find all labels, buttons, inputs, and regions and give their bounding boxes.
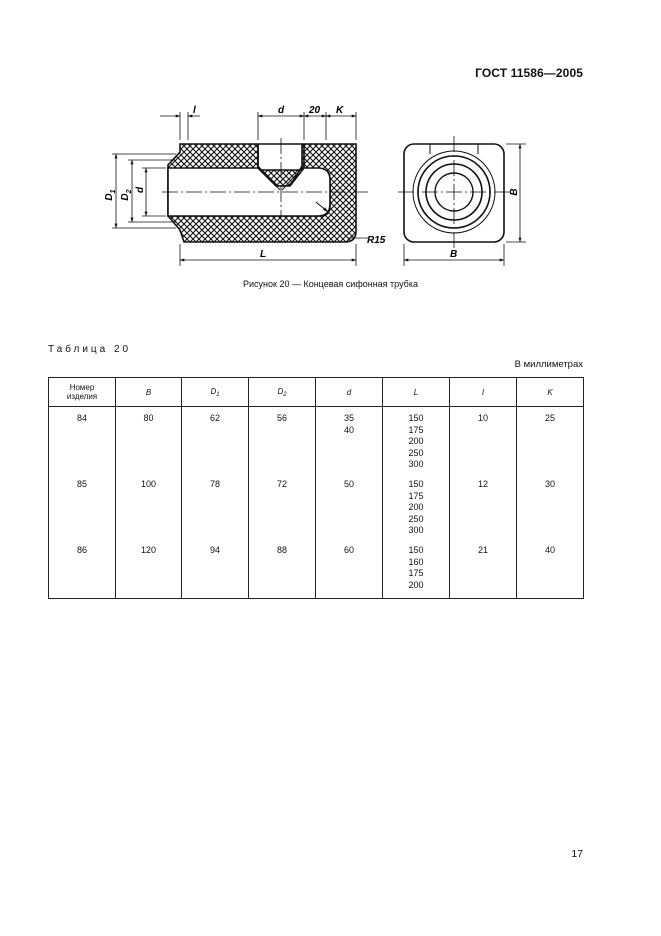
figure-caption: Рисунок 20 — Концевая сифонная трубка [243, 279, 418, 289]
header-D1: $D_1$ [182, 378, 249, 407]
table-row [49, 473, 584, 539]
cell-D2: 88 [249, 539, 316, 599]
cell-K: 25 [517, 407, 584, 474]
cell-D1: 94 [182, 539, 249, 599]
dimensions-table [48, 377, 584, 599]
svg-text:D1 [104, 189, 117, 200]
cell-L: 150 175 200 250 300 [383, 473, 450, 539]
dim-label-R15: R15 [367, 235, 386, 246]
header-l: l [450, 378, 517, 407]
cell-d: 60 [316, 539, 383, 599]
page-number: 17 [571, 848, 583, 860]
header-d: d [316, 378, 383, 407]
cell-B: 80 [116, 407, 182, 474]
cell-item: 86 [49, 539, 116, 599]
side-section-view [162, 138, 368, 242]
cell-D2: 56 [249, 407, 316, 474]
table-header-row [49, 378, 584, 407]
dim-label-D1: D [104, 193, 115, 201]
header-item-line1: Номер [69, 383, 95, 392]
technical-drawing [100, 98, 540, 268]
dim-label-l: l [193, 105, 196, 116]
dim-label-D2: D [120, 193, 131, 201]
dim-label-20: 20 [309, 105, 321, 116]
cell-D2: 72 [249, 473, 316, 539]
units-note: В миллиметрах [514, 359, 583, 370]
dim-label-d-left: d [135, 186, 146, 194]
cell-d: 50 [316, 473, 383, 539]
cell-L: 150 175 200 250 300 [383, 407, 450, 474]
header-item-line2: изделия [66, 392, 98, 401]
dim-label-d-top: d [278, 105, 285, 116]
cell-K: 30 [517, 473, 584, 539]
cell-item: 85 [49, 473, 116, 539]
dim-label-D2-sub: 2 [126, 189, 133, 194]
dim-label-K: K [336, 105, 344, 116]
cell-B: 100 [116, 473, 182, 539]
document-code: ГОСТ 11586—2005 [475, 66, 583, 80]
table-row [49, 407, 584, 474]
cell-B: 120 [116, 539, 182, 599]
header-K: K [517, 378, 584, 407]
header-L: L [383, 378, 450, 407]
table-title: Таблица 20 [48, 344, 132, 355]
dim-label-B-horizontal: B [450, 249, 458, 260]
cell-l: 10 [450, 407, 517, 474]
header-B: B [116, 378, 182, 407]
cell-l: 21 [450, 539, 517, 599]
cell-D1: 78 [182, 473, 249, 539]
header-D2: $D_2$ [249, 378, 316, 407]
dim-label-L: L [260, 249, 267, 260]
cell-K: 40 [517, 539, 584, 599]
cell-D1: 62 [182, 407, 249, 474]
svg-text:D2 [120, 189, 133, 200]
cell-item: 84 [49, 407, 116, 474]
table-row [49, 539, 584, 599]
cell-d: 35 40 [316, 407, 383, 474]
cell-l: 12 [450, 473, 517, 539]
dim-label-D1-sub: 1 [110, 189, 117, 194]
dim-label-B-vertical: B [509, 188, 520, 196]
header-item-number [49, 378, 116, 407]
end-view [398, 136, 510, 248]
cell-L: 150 160 175 200 [383, 539, 450, 599]
